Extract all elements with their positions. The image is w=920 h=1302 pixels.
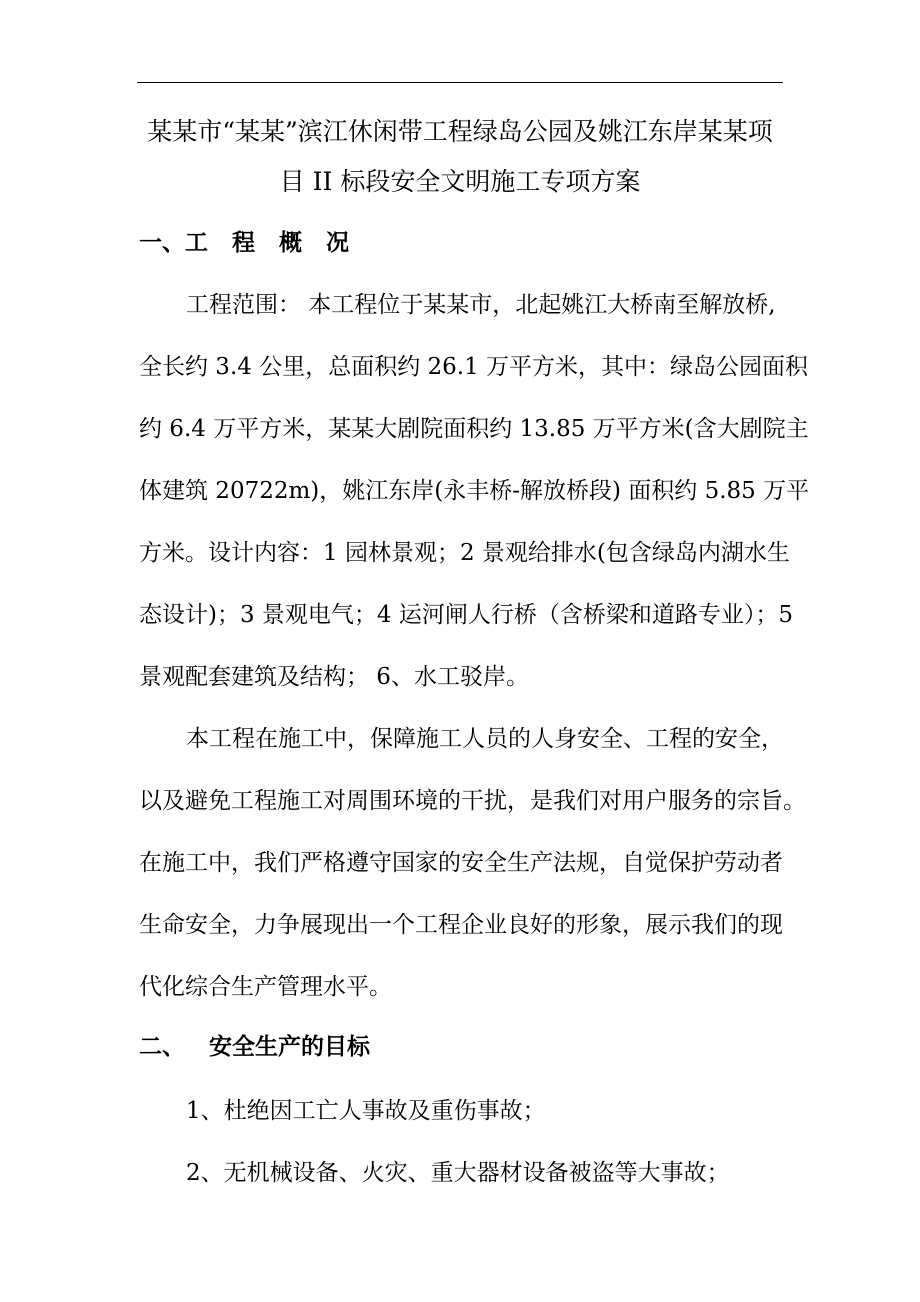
paragraph-1-line: 体建筑 20722m)，姚江东岸(永丰桥-解放桥段) 面积约 5.85 万平 (139, 478, 810, 504)
paragraph-1-line: 工程范围： 本工程位于某某市，北起姚江大桥南至解放桥, (186, 292, 776, 318)
paragraph-1-line: 景观配套建筑及结构； 6、水工驳岸。 (139, 664, 529, 690)
paragraph-2-line: 在施工中，我们严格遵守国家的安全生产法规，自觉保护劳动者 (139, 850, 783, 876)
section-1-heading (139, 228, 357, 258)
section-2-number: 二、 (139, 1033, 185, 1060)
section-2-title: 安全生产的目标 (209, 1033, 370, 1060)
section-1-number: 一、 (139, 229, 185, 256)
document-title-line-1: 某某市“某某”滨江休闲带工程绿岛公园及姚江东岸某某项 (147, 117, 773, 146)
section-2-heading (139, 1032, 370, 1062)
paragraph-1-line: 态设计)；3 景观电气；4 运河闸人行桥（含桥梁和道路专业）；5 (139, 602, 793, 628)
paragraph-1-line: 约 6.4 万平方米，某某大剧院面积约 13.85 万平方米(含大剧院主 (139, 416, 809, 442)
paragraph-2-line: 本工程在施工中，保障施工人员的人身安全、工程的安全， (186, 726, 784, 752)
section-1-title: 工 程 概 况 (185, 229, 358, 256)
paragraph-2-line: 以及避免工程施工对周围环境的干扰，是我们对用户服务的宗旨。 (139, 788, 806, 814)
list-item: 2、无机械设备、火灾、重大器材设备被盗等大事故； (186, 1160, 730, 1186)
header-rule (137, 82, 783, 83)
paragraph-1-line: 全长约 3.4 公里，总面积约 26.1 万平方米，其中：绿岛公园面积 (139, 354, 809, 380)
document-title-line-2: 目 II 标段安全文明施工专项方案 (279, 167, 641, 196)
paragraph-1-line: 方米。设计内容：1 园林景观；2 景观给排水(包含绿岛内湖水生 (139, 540, 790, 566)
paragraph-2-line: 代化综合生产管理水平。 (139, 974, 392, 1000)
paragraph-2-line: 生命安全，力争展现出一个工程企业良好的形象，展示我们的现 (139, 912, 783, 938)
list-item: 1、杜绝因工亡人事故及重伤事故； (186, 1098, 546, 1124)
